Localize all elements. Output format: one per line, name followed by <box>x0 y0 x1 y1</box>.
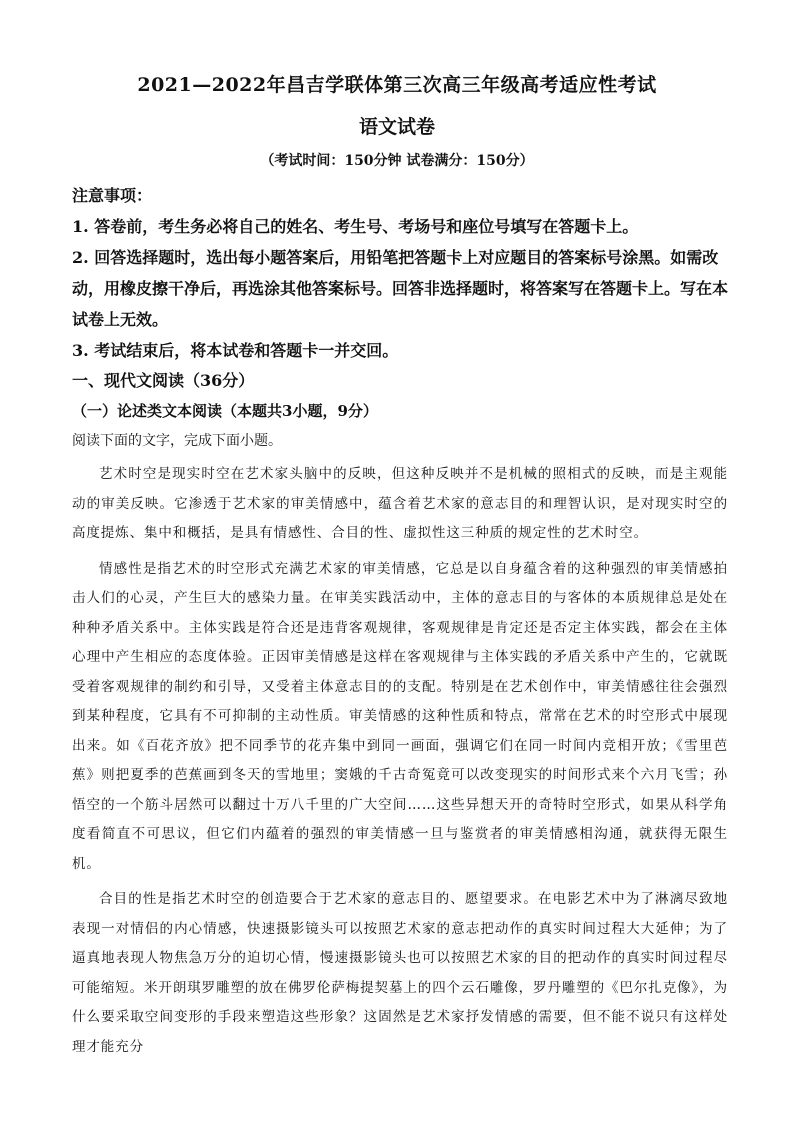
notice-item: 1. 答卷前，考生务必将自己的姓名、考生号、考场号和座位号填写在答题卡上。 <box>72 217 639 236</box>
subject-title: 语文试卷 <box>358 116 435 138</box>
instruction-text: 阅读下面的文字，完成下面小题。 <box>72 433 282 449</box>
notice-block <box>72 180 730 366</box>
exam-title: 2021—2022年昌吉学联体第三次高三年级高考适应性考试 <box>137 74 657 96</box>
notice-item: 3. 考试结束后，将本试卷和答题卡一并交回。 <box>72 341 399 360</box>
passage-paragraph: 艺术时空是现实时空在艺术家头脑中的反映，但这种反映并不是机械的照相式的反映，而是主观能动的审美反映。它渗透于艺术家的审美情感中，蕴含着艺术家的意志目的和理智认识，是对现实时空的高度提炼、集中和概括，是具有情感性、合目的性、虚拟性这三种质的规定性的艺术时空。 <box>72 466 728 541</box>
subsection-heading: （一）论述类文本阅读（本题共3小题，9分） <box>72 402 378 420</box>
section-heading: 一、现代文阅读（36分） <box>72 371 255 390</box>
notice-item: 2. 回答选择题时，选出每小题答案后，用铅笔把答题卡上对应题目的答案标号涂黑。如需改动，用橡皮擦干净后，再选涂其他答案标号。回答非选择题时，将答案写在答题卡上。写在本试卷上无效。 <box>72 248 729 329</box>
passage-paragraph: 合目的性是指艺术时空的创造要合于艺术家的意志目的、愿望要求。在电影艺术中为了淋漓尽致地表现一对情侣的内心情感，快速摄影镜头可以按照艺术家的意志把动作的真实时间过程大大延伸；为了逼真地表现人物焦急万分的迫切心情，慢速摄影镜头也可以按照艺术家的目的把动作的真实时间过程尽可能缩短。米开朗琪罗雕塑的放在佛罗伦萨梅提契墓上的四个云石雕像，罗丹雕塑的《巴尔扎克像》，为什么要采取空间变形的手段来塑造这些形象？这固然是艺术家抒发情感的需要，但不能不说只有这样处理才能充分 <box>72 891 728 1055</box>
exam-info: （考试时间：150分钟 试卷满分：150分） <box>260 153 534 169</box>
notice-heading: 注意事项： <box>72 186 153 205</box>
reading-passage <box>72 460 728 1068</box>
passage-paragraph: 情感性是指艺术的时空形式充满艺术家的审美情感，它总是以自身蕴含着的这种强烈的审美情感拍击人们的心灵，产生巨大的感染力量。在审美实践活动中，主体的意志目的与客体的本质规律总是处在种种矛盾关系中。主体实践是符合还是违背客观规律，客观规律是肯定还是否定主体实践，都会在主体心理中产生相应的态度体验。正因审美情感是这样在客观规律与主体实践的矛盾关系中产生的，它就既受着客观规律的制约和引导，又受着主体意志目的的支配。特别是在艺术创作中，审美情感往往会强烈到某种程度，它具有不可抑制的主动性质。审美情感的这种性质和特点，常常在艺术的时空形式中展现出来。如《百花齐放》把不同季节的花卉集中到同一画面，强调它们在同一时间内竞相开放；《雪里芭蕉》则把夏季的芭蕉画到冬天的雪地里；窦娥的千古奇冤竟可以改变现实的时间形式来个六月飞雪；孙悟空的一个筋斗居然可以翻过十万八千里的广大空间……这些异想天开的奇特时空形式，如果从科学角度看简直不可思议，但它们内蕴着的强烈的审美情感一旦与鉴赏者的审美情感相沟通，就获得无限生机。 <box>72 560 728 872</box>
